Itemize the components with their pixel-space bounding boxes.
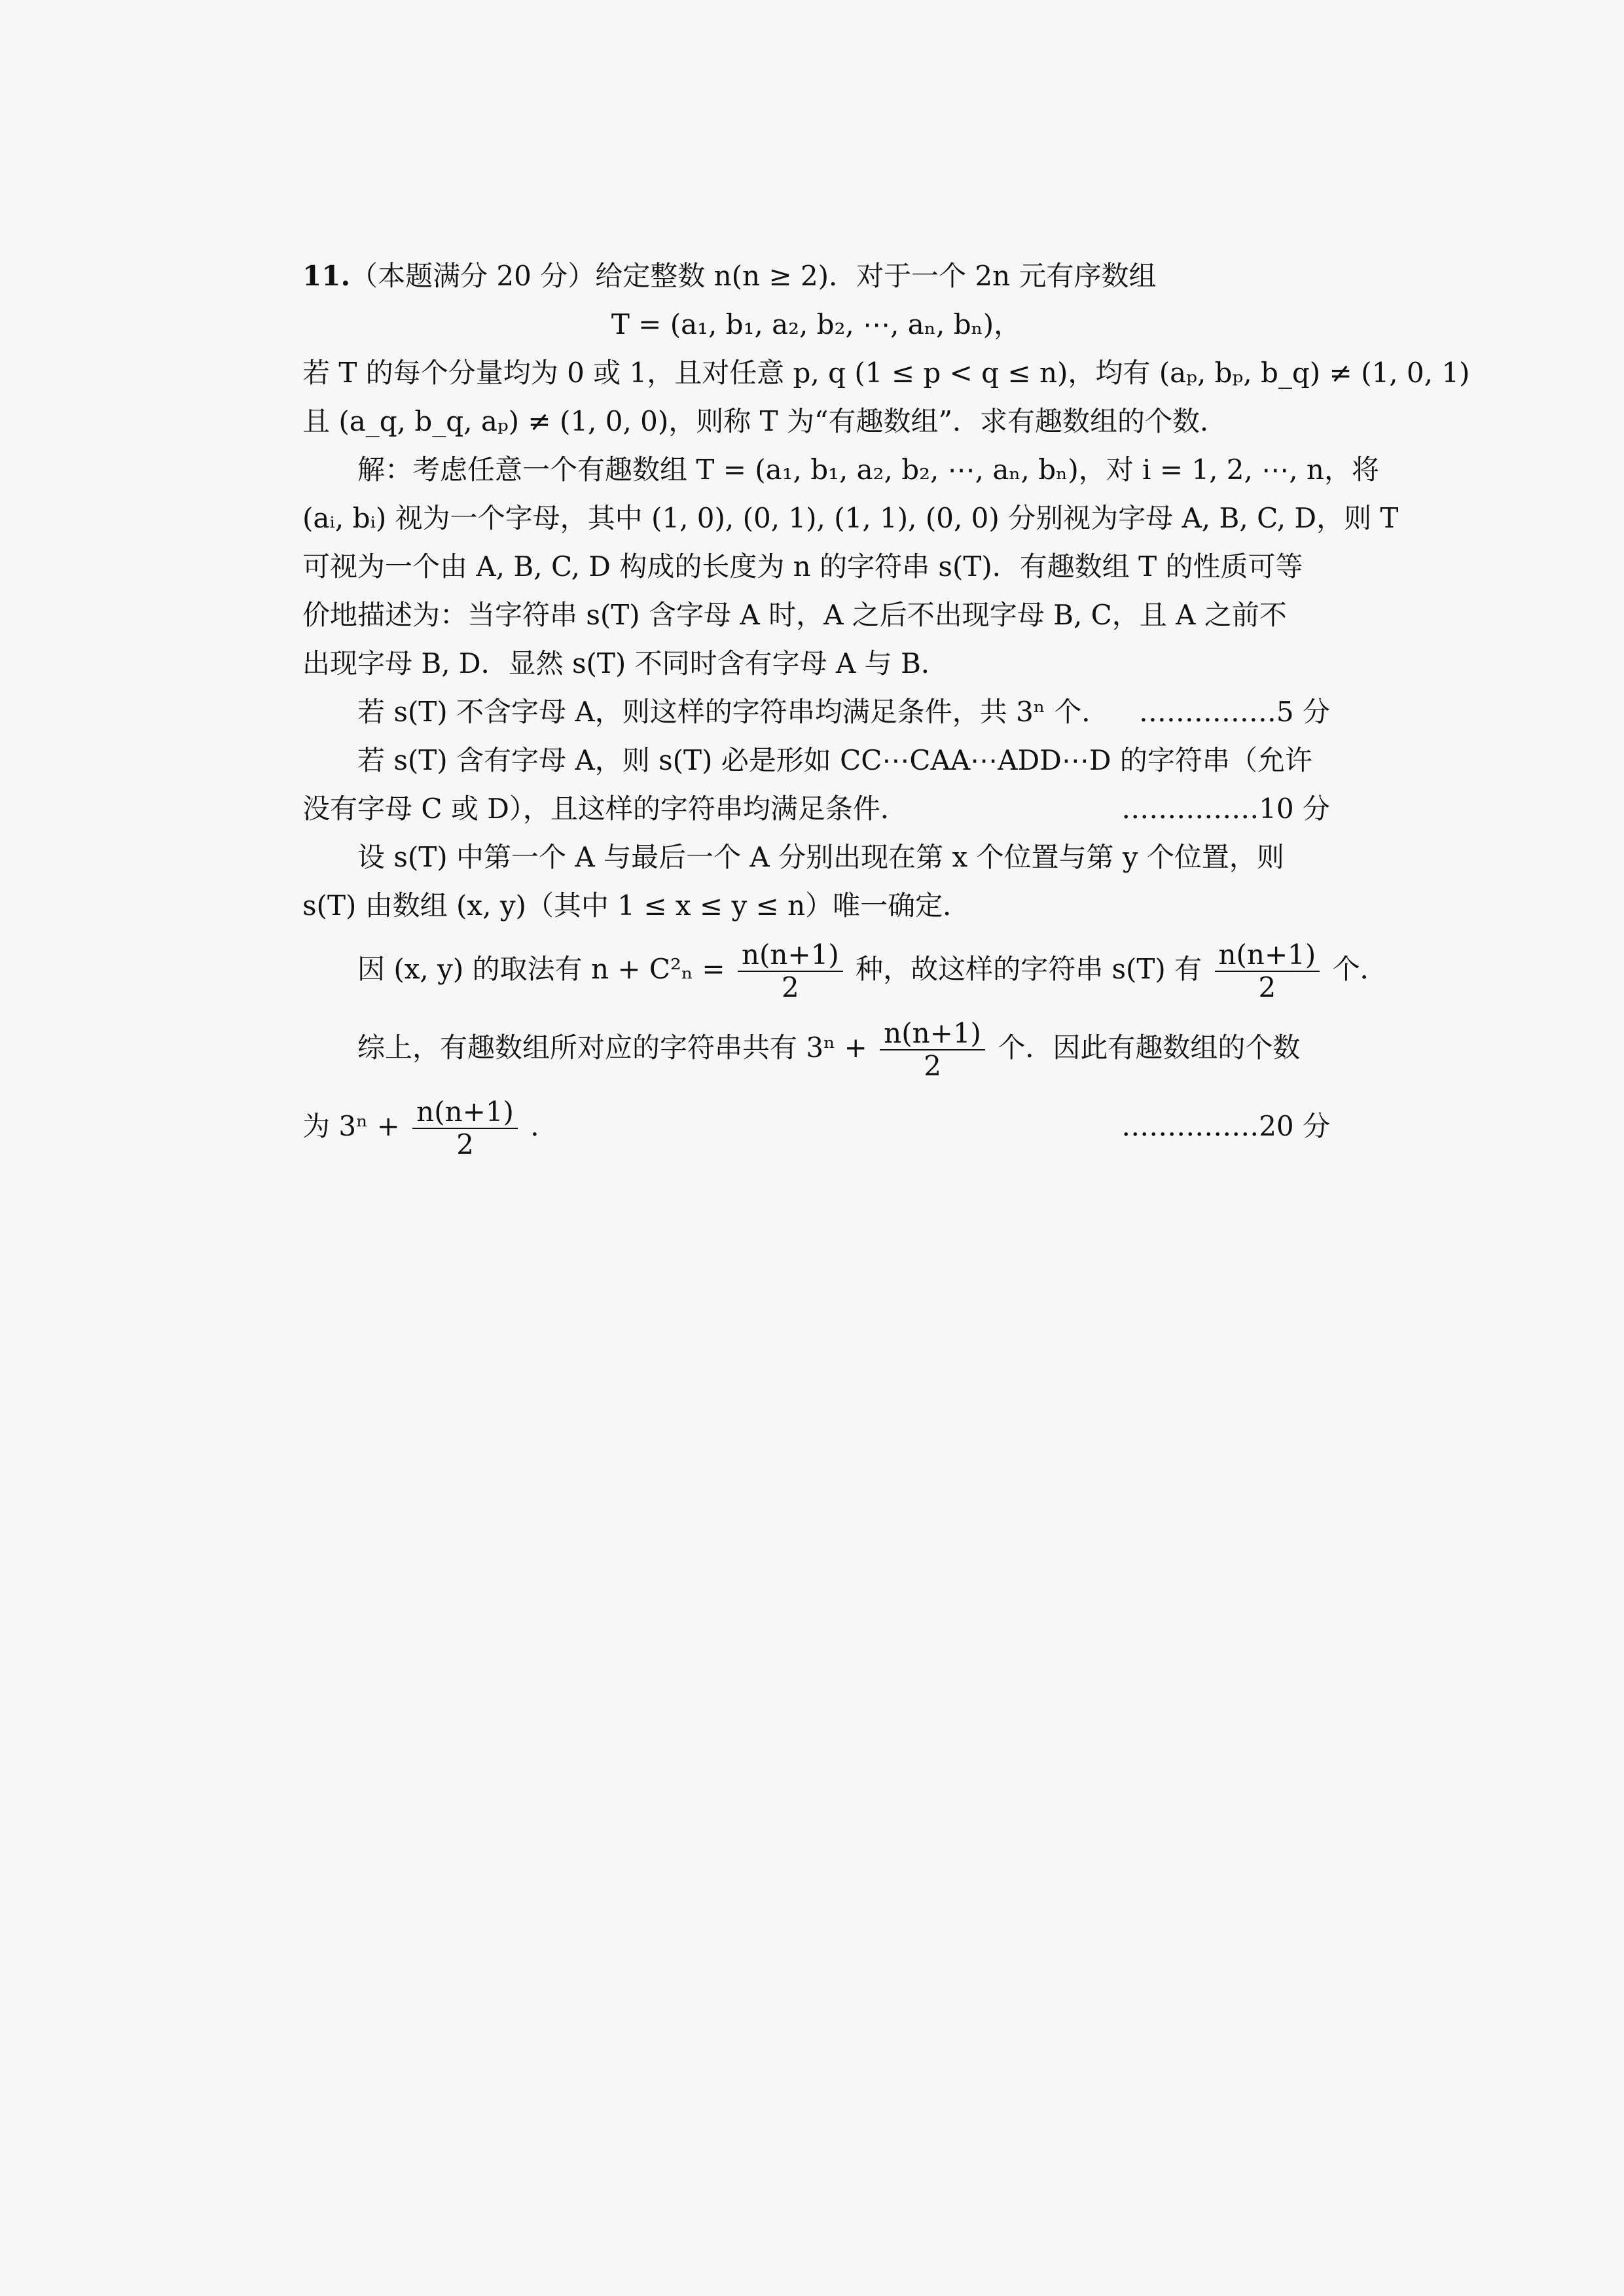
- solution-text-7: 若 s(T) 含有字母 A，则 s(T) 必是形如 CC⋯CAA⋯ADD⋯D 的字符串（允许: [357, 744, 1312, 776]
- solution-text-1: 解：考虑任意一个有趣数组 T = (a₁, b₁, a₂, b₂, ⋯, aₙ, bₙ)，对 i = 1, 2, ⋯, n，将: [357, 454, 1379, 486]
- fraction-denominator: 2: [1258, 971, 1276, 1003]
- solution-line-8: [302, 785, 1330, 833]
- solution-text-9: 设 s(T) 中第一个 A 与最后一个 A 分别出现在第 x 个位置与第 y 个位置，则: [357, 841, 1284, 873]
- solution-line-2: [302, 494, 1399, 543]
- problem-text-1: 给定整数 n(n ≥ 2)．对于一个 2n 元有序数组: [595, 260, 1157, 292]
- fraction-denominator: 2: [456, 1128, 474, 1160]
- solution-line-4: [302, 591, 1330, 639]
- solution-text-4: 价地描述为：当字符串 s(T) 含字母 A 时，A 之后不出现字母 B, C，且 A 之前不: [302, 599, 1287, 631]
- problem-header: （本题满分 20 分）: [350, 260, 596, 292]
- problem-line-2: [302, 300, 1330, 349]
- fraction-count-pairs: [738, 939, 843, 1004]
- problem-line-3: [302, 349, 1470, 397]
- score-marker-10: ……………10 分: [1121, 793, 1330, 825]
- solution-text-5: 出现字母 B, D．显然 s(T) 不同时含有字母 A 与 B．: [302, 647, 948, 679]
- solution-text-12b: 个．因此有趣数组的个数: [998, 1031, 1301, 1064]
- score-marker-20: ……………20 分: [1121, 1110, 1330, 1142]
- solution-text-12a: 综上，有趣数组所对应的字符串共有 3ⁿ +: [357, 1031, 867, 1064]
- problem-text-4: 且 (a_q, b_q, aₚ) ≠ (1, 0, 0)，则称 T 为“有趣数组”．求有趣数组的个数．: [302, 405, 1227, 437]
- solution-line-10: [302, 882, 1330, 930]
- solution-text-3: 可视为一个由 A, B, C, D 构成的长度为 n 的字符串 s(T)．有趣数组 T 的性质可等: [302, 550, 1303, 583]
- solution-text-13b: ．: [530, 1110, 558, 1142]
- solution-line-7: [302, 736, 1330, 785]
- fraction-count-strings: [1215, 939, 1320, 1004]
- solution-line-6: [302, 688, 1330, 736]
- solution-line-13: [302, 1087, 1330, 1166]
- problem-line-4: [302, 397, 1330, 446]
- fraction-numerator: n(n+1): [412, 1096, 518, 1129]
- solution-line-12: [302, 1009, 1330, 1087]
- fraction-denominator: 2: [924, 1050, 941, 1082]
- fraction-numerator: n(n+1): [738, 939, 843, 972]
- fraction-answer: [412, 1096, 518, 1161]
- problem-tuple: T = (a₁, b₁, a₂, b₂, ⋯, aₙ, bₙ)，: [611, 308, 1022, 340]
- solution-text-2: (aᵢ, bᵢ) 视为一个字母，其中 (1, 0), (0, 1), (1, 1), (0, 0) 分别视为字母 A, B, C, D，则 T: [302, 502, 1399, 534]
- solution-line-5: [302, 639, 1330, 688]
- document-body: [302, 252, 1470, 1166]
- solution-text-10: s(T) 由数组 (x, y)（其中 1 ≤ x ≤ y ≤ n）唯一确定．: [302, 889, 971, 922]
- problem-text-3: 若 T 的每个分量均为 0 或 1，且对任意 p, q (1 ≤ p < q ≤ n)，均有 (aₚ, bₚ, b_q) ≠ (1, 0, 1): [302, 357, 1470, 389]
- solution-line-3: [302, 543, 1330, 591]
- problem-number: 11.: [302, 260, 351, 292]
- solution-text-11a: 因 (x, y) 的取法有 n + C²ₙ =: [357, 953, 725, 985]
- fraction-denominator: 2: [781, 971, 799, 1003]
- solution-text-8: 没有字母 C 或 D），且这样的字符串均满足条件．: [302, 793, 908, 825]
- solution-text-11c: 个．: [1332, 953, 1388, 985]
- problem-line-1: [302, 252, 1330, 300]
- solution-line-1: [302, 446, 1379, 494]
- solution-text-13a: 为 3ⁿ +: [302, 1110, 400, 1142]
- solution-text-11b: 种，故这样的字符串 s(T) 有: [856, 953, 1202, 985]
- fraction-numerator: n(n+1): [880, 1018, 985, 1050]
- solution-line-11: [302, 930, 1388, 1009]
- fraction-numerator: n(n+1): [1215, 939, 1320, 972]
- solution-text-6: 若 s(T) 不含字母 A，则这样的字符串均满足条件，共 3ⁿ 个．: [357, 696, 1110, 728]
- score-marker-5: ……………5 分: [1138, 696, 1330, 728]
- solution-line-9: [302, 833, 1330, 882]
- fraction-total: [880, 1018, 985, 1083]
